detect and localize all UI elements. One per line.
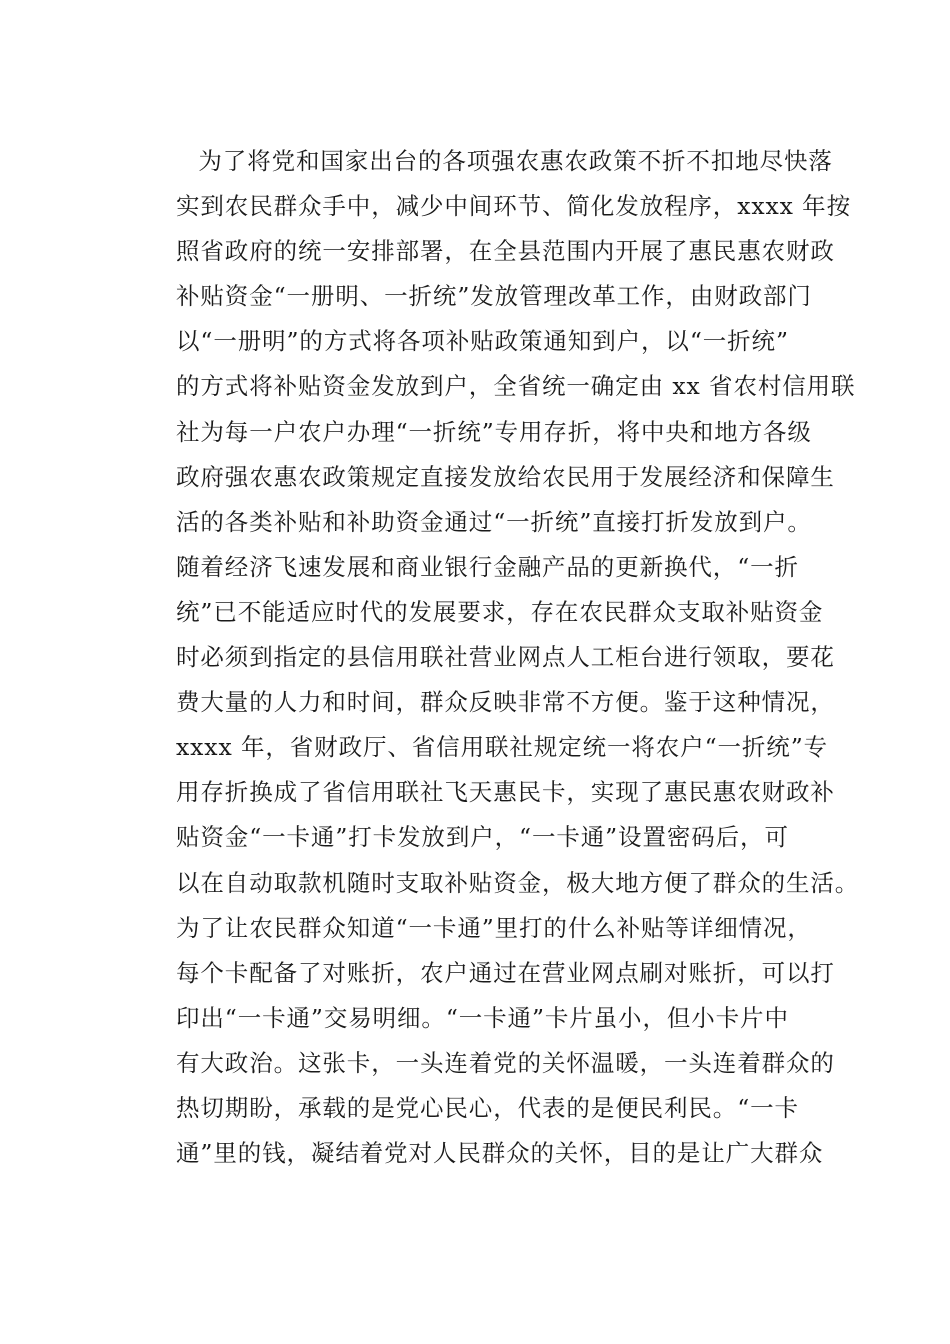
text-line-19: 每个卡配备了对账折，农户通过在营业网点刷对账折，可以打 <box>176 958 835 987</box>
text-line-10: 随着经济飞速发展和商业银行金融产品的更新换代，“一折 <box>176 552 799 581</box>
text-line-9: 活的各类补贴和补助资金通过“一折统”直接打折发放到户。 <box>176 507 812 536</box>
text-line-18: 为了让农民群众知道“一卡通”里打的什么补贴等详细情况， <box>176 913 812 942</box>
text-line-16: 贴资金“一卡通”打卡发放到户，“一卡通”设置密码后，可 <box>176 823 789 852</box>
text-line-7: 社为每一户农户办理“一折统”专用存折，将中央和地方各级 <box>176 417 812 446</box>
text-line-22: 热切期盼，承载的是党心民心，代表的是便民利民。“一卡 <box>176 1093 799 1122</box>
text-line-23: 通”里的钱，凝结着党对人民群众的关怀，目的是让广大群众 <box>176 1139 824 1168</box>
text-line-14: xxxx 年，省财政厅、省信用联社规定统一将农户“一折统”专 <box>176 733 829 762</box>
text-line-12: 时必须到指定的县信用联社营业网点人工柜台进行领取，要花 <box>176 643 835 672</box>
text-line-15: 用存折换成了省信用联社飞天惠民卡，实现了惠民惠农财政补 <box>176 778 835 807</box>
text-line-3: 照省政府的统一安排部署，在全县范围内开展了惠民惠农财政 <box>176 237 835 266</box>
text-line-20: 印出“一卡通”交易明细。“一卡通”卡片虽小，但小卡片中 <box>176 1003 789 1032</box>
text-line-1: 为了将党和国家出台的各项强农惠农政策不折不扣地尽快落 <box>174 147 833 175</box>
text-line-5: 以“一册明”的方式将各项补贴政策通知到户，以“一折统” <box>176 327 789 356</box>
text-line-6: 的方式将补贴资金发放到户，全省统一确定由 xx 省农村信用联 <box>176 372 856 401</box>
body-paragraph <box>174 139 860 1176</box>
text-line-2: 实到农民群众手中，减少中间环节、简化发放程序，xxxx 年按 <box>176 192 851 221</box>
text-line-17: 以在自动取款机随时支取补贴资金，极大地方便了群众的生活。 <box>176 868 860 897</box>
text-line-21: 有大政治。这张卡，一头连着党的关怀温暖，一头连着群众的 <box>176 1048 835 1077</box>
text-line-11: 统”已不能适应时代的发展要求，存在农民群众支取补贴资金 <box>176 597 824 626</box>
text-line-13: 费大量的人力和时间，群众反映非常不方便。鉴于这种情况， <box>176 688 835 717</box>
text-line-4: 补贴资金“一册明、一折统”发放管理改革工作，由财政部门 <box>176 282 812 311</box>
text-line-8: 政府强农惠农政策规定直接发放给农民用于发展经济和保障生 <box>176 462 835 491</box>
